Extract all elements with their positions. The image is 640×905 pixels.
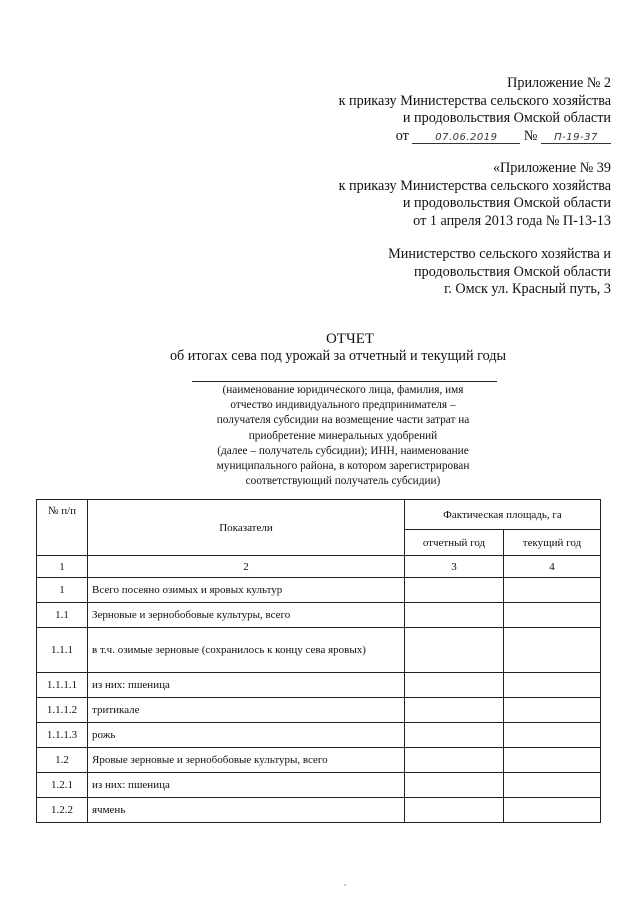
recipient-address: г. Омск ул. Красный путь, 3 [444, 281, 611, 297]
scan-speck [344, 884, 346, 886]
header-number: № п/п [37, 500, 88, 556]
row-label: ячмень [88, 798, 405, 823]
order-date-handwritten: 07.06.2019 [435, 131, 498, 143]
row-number: 1.1.1.2 [37, 698, 88, 723]
reporting-year-cell [405, 748, 504, 773]
order-number-handwritten: П-19-37 [554, 131, 598, 143]
table-row [37, 698, 601, 723]
current-year-cell [504, 603, 601, 628]
appendix-title: Приложение № 2 [507, 75, 611, 91]
current-year-cell [504, 698, 601, 723]
report-title: ОТЧЕТ [325, 331, 375, 347]
recipient-line-1: Министерство сельского хозяйства и [388, 246, 611, 262]
row-number: 1.1.1.3 [37, 723, 88, 748]
column-number: 4 [504, 556, 601, 578]
header-reporting-year: отчетный год [405, 530, 504, 556]
number-label: № [523, 127, 538, 144]
prev-appendix-order-line: к приказу Министерства сельского хозяйства [338, 177, 611, 194]
current-year-cell [504, 798, 601, 823]
recipient-name-caption [175, 383, 511, 489]
row-label: из них: пшеница [88, 673, 405, 698]
reporting-year-cell [405, 578, 504, 603]
reporting-year-cell [405, 723, 504, 748]
row-label: в т.ч. озимые зерновые (сохранилось к концу сева яровых) [88, 628, 405, 673]
recipient-block [388, 246, 611, 299]
table-row [37, 798, 601, 823]
caption-line: муниципального района, в котором зарегистрирован [216, 460, 470, 473]
table-row [37, 748, 601, 773]
caption-line: отчество индивидуального предпринимателя – [230, 399, 456, 412]
column-number-row [37, 556, 601, 578]
reporting-year-cell [405, 673, 504, 698]
table-row [37, 773, 601, 798]
row-number: 1.2.2 [37, 798, 88, 823]
row-number: 1.1 [37, 603, 88, 628]
appendix-order-line: к приказу Министерства сельского хозяйства [338, 92, 611, 109]
column-number: 3 [405, 556, 504, 578]
row-number: 1.2 [37, 748, 88, 773]
current-year-cell [504, 773, 601, 798]
row-label: Яровые зерновые и зернобобовые культуры, всего [88, 748, 405, 773]
row-number: 1.2.1 [37, 773, 88, 798]
caption-line: получателя субсидии на возмещение части затрат на [216, 414, 470, 427]
recipient-name-line [192, 381, 497, 382]
table-row [37, 603, 601, 628]
row-number: 1.1.1 [37, 628, 88, 673]
table-row [37, 723, 601, 748]
row-label: рожь [88, 723, 405, 748]
current-year-cell [504, 748, 601, 773]
caption-line: (наименование юридического лица, фамилия, имя [222, 384, 464, 396]
appendix-block [339, 75, 611, 145]
table-row [37, 628, 601, 673]
table-row [37, 673, 601, 698]
current-year-cell [504, 723, 601, 748]
row-label: из них: пшеница [88, 773, 405, 798]
previous-appendix-block [339, 160, 611, 230]
reporting-year-cell [405, 698, 504, 723]
recipient-line-2: продовольствия Омской области [414, 263, 611, 280]
header-indicators: Показатели [88, 500, 405, 556]
reporting-year-cell [405, 773, 504, 798]
row-number: 1.1.1.1 [37, 673, 88, 698]
caption-line: соответствующий получатель субсидии) [245, 475, 441, 488]
report-subtitle: об итогах сева под урожай за отчетный и текущий годы [169, 348, 507, 364]
column-number: 2 [88, 556, 405, 578]
reporting-year-cell [405, 603, 504, 628]
header-actual-area: Фактическая площадь, га [405, 500, 601, 530]
current-year-cell [504, 673, 601, 698]
caption-line: (далее – получатель субсидии); ИНН, наименование [217, 444, 469, 457]
from-label: от [395, 127, 409, 144]
prev-appendix-title: «Приложение № 39 [492, 160, 611, 176]
prev-appendix-ministry-line: и продовольствия Омской области [402, 195, 611, 211]
reporting-year-cell [405, 798, 504, 823]
order-date-field [412, 129, 520, 144]
row-label: тритикале [88, 698, 405, 723]
row-label: Зерновые и зернобобовые культуры, всего [88, 603, 405, 628]
current-year-cell [504, 578, 601, 603]
appendix-ministry-line: и продовольствия Омской области [402, 110, 611, 126]
row-number: 1 [37, 578, 88, 603]
table-row [37, 578, 601, 603]
appendix-date-line [339, 128, 611, 146]
header-current-year: текущий год [504, 530, 601, 556]
row-label: Всего посеяно озимых и яровых культур [88, 578, 405, 603]
prev-appendix-date-line: от 1 апреля 2013 года № П-13-13 [413, 212, 611, 229]
current-year-cell [504, 628, 601, 673]
column-number: 1 [37, 556, 88, 578]
reporting-year-cell [405, 628, 504, 673]
sowing-report-table [36, 499, 601, 823]
caption-line: приобретение минеральных удобрений [248, 429, 438, 442]
order-number-field [541, 129, 611, 144]
